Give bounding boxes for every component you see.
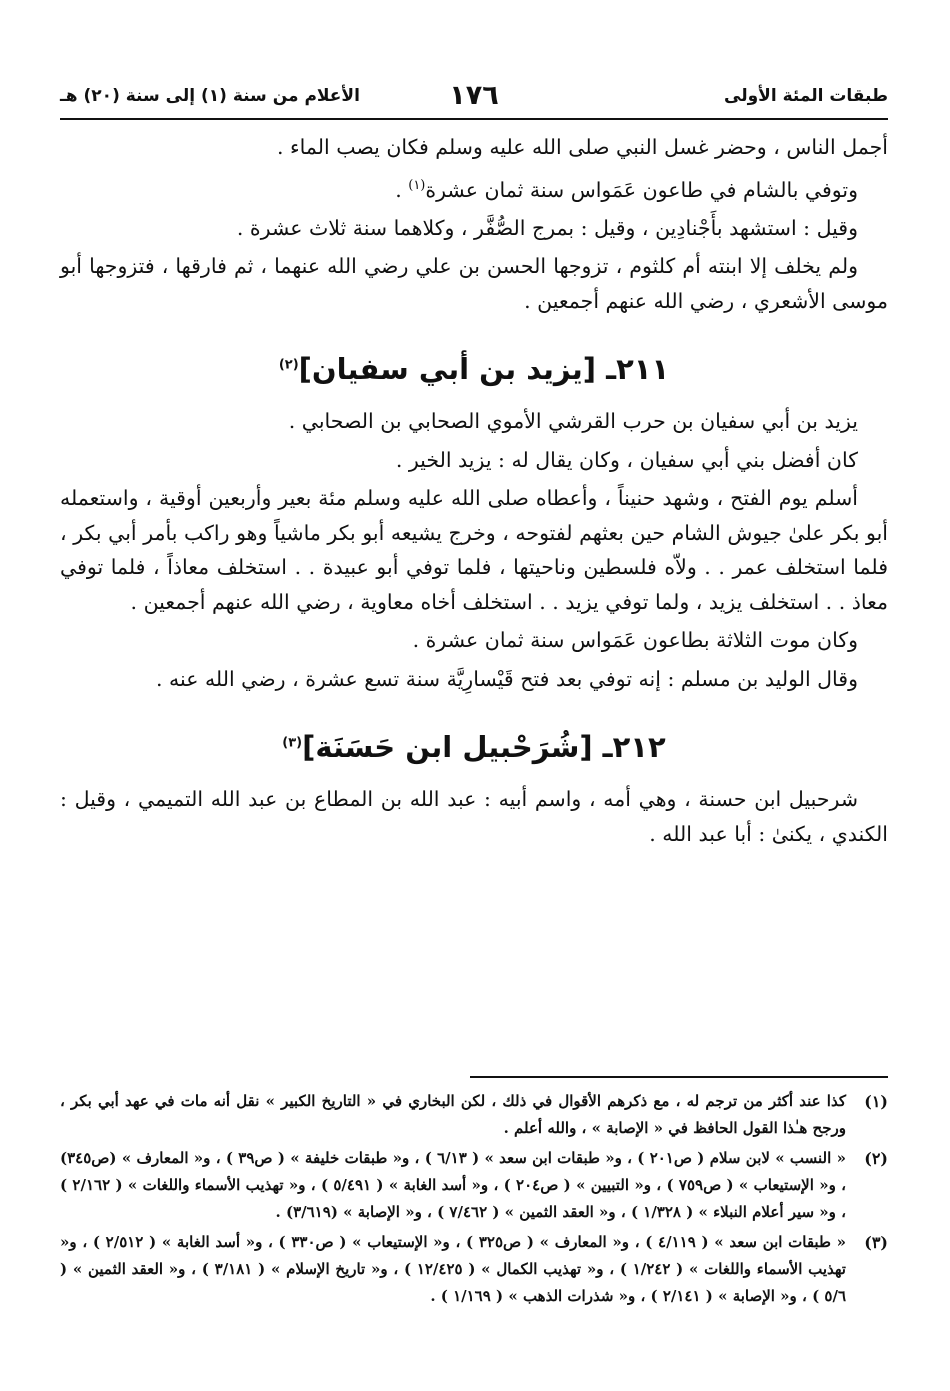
page-header (60, 80, 888, 120)
footnote-text: « النسب » لابن سلام ( ص٢٠١ ) ، و« طبقات ابن سعد » ( ٦/١٣ ) ، و« طبقات خليفة » ( ص٣٩ ) ، و« المعارف » (ص٣٤٥) ، و« الإستيعاب » ( ص٧٥٩ ) ، و« التبيين » ( ص٢٠٤ ) ، و« أسد الغابة » ( ٥/٤٩١ ) ، و« تهذيب الأسماء واللغات » ( ٢/١٦٢ ) ، و« سير أعلام النبلاء » ( ١/٣٢٨ ) ، و« العقد الثمين » ( ٧/٤٦٢ ) ، و« الإصابة » (٣/٦١٩) . (60, 1149, 846, 1221)
paragraph: كان أفضل بني أبي سفيان ، وكان يقال له : يزيد الخير . (395, 447, 858, 472)
paragraph: وقال الوليد بن مسلم : إنه توفي بعد فتح قَيْسارِيَّة سنة تسع عشرة ، رضي الله عنه . (155, 666, 858, 691)
footnote-number: (١) (864, 1092, 888, 1111)
paragraph: ولم يخلف إلا ابنته أم كلثوم ، تزوجها الحسن بن علي رضي الله عنهما ، ثم فارقها ، فتزوجها أبو موسى الأشعري ، رضي الله عنهم أجمعين . (60, 254, 888, 313)
page-number: ١٧٦ (449, 80, 499, 111)
running-title: الأعلام من سنة (١) إلى سنة (٢٠) هـ (60, 86, 360, 106)
footnotes (60, 1088, 888, 1313)
entry-heading-211 (60, 352, 888, 386)
footnote-number: (٣) (864, 1233, 888, 1252)
footnote-3 (60, 1229, 888, 1310)
paragraph: وقيل : استشهد بأَجْنادِين ، وقيل : بمرج الصُّفَّر ، وكلاهما سنة ثلاث عشرة . (236, 215, 858, 240)
footnote-text: « طبقات ابن سعد » ( ٤/١١٩ ) ، و« المعارف » ( ص٣٢٥ ) ، و« الإستيعاب » ( ص٣٣٠ ) ، و« أسد الغابة » ( ٢/٥١٢ ) ، و« تهذيب الأسماء واللغات » ( ١/٢٤٢ ) ، و« تهذيب الكمال » ( ١٢/٤٢٥ ) ، و« تاريخ الإسلام » ( ٣/١٨١ ) ، و« العقد الثمين » ( ٥/٦ ) ، و« الإصابة » ( ٢/١٤١ ) ، و« شذرات الذهب » ( ١/١٦٩ ) . (60, 1233, 846, 1305)
main-text (60, 130, 888, 855)
paragraph: وكان موت الثلاثة بطاعون عَمَواس سنة ثمان عشرة . (412, 628, 858, 653)
footnote-mark: (٢) (278, 357, 299, 373)
paragraph: شرحبيل ابن حسنة ، وهي أمه ، واسم أبيه : عبد الله بن المطاع بن عبد الله التميمي ، وقيل : الكندي ، يكنىٰ : أبا عبد الله . (60, 787, 888, 846)
footnote-number: (٢) (864, 1149, 888, 1168)
entry-heading-212 (60, 730, 888, 764)
footnote-mark: (١) (408, 177, 426, 193)
paragraph: يزيد بن أبي سفيان بن حرب القرشي الأموي الصحابي بن الصحابي . (288, 409, 858, 434)
paragraph-text: وتوفي بالشام في طاعون عَمَواس سنة ثمان عشرة (425, 177, 858, 202)
paragraph-with-note: وتوفي بالشام في طاعون عَمَواس سنة ثمان عشرة$^{(١)}$ . (395, 177, 858, 202)
paragraph: أسلم يوم الفتح ، وشهد حنيناً ، وأعطاه صلى الله عليه وسلم مئة بعير وأربعين أوقية ، واستعمله أبو بكر علىٰ جيوش الشام حين بعثهم لفتوحه ، وخرج يشيعه أبو بكر ماشياً وهو راكب بأمر أبي بكر ، فلما استخلف عمر . . ولاّه فلسطين وناحيتها ، فلما توفي أبو عبيدة . . استخلف معاذاً ، فلما توفي معاذ . . استخلف يزيد ، ولما توفي يزيد . . استخلف أخاه معاوية ، رضي الله عنهم أجمعين . (60, 486, 888, 614)
footnote-2 (60, 1145, 888, 1226)
heading-text: ٢١١ـ [يزيد بن أبي سفيان] (298, 352, 670, 387)
footnote-1 (60, 1088, 888, 1142)
footnote-separator (470, 1076, 888, 1078)
book-title: طبقات المئة الأولى (724, 86, 888, 106)
footnote-mark: (٣) (282, 735, 303, 751)
heading-text: ٢١٢ـ [شُرَحْبيل ابن حَسَنَة] (302, 730, 666, 765)
paragraph: أجمل الناس ، وحضر غسل النبي صلى الله عليه وسلم فكان يصب الماء . (277, 135, 888, 159)
footnote-text: كذا عند أكثر من ترجم له ، مع ذكرهم الأقوال في ذلك ، لكن البخاري في « التاريخ الكبير » نقل أنه مات في عهد أبي بكر ، ورجح هـٰذا القول الحافظ في « الإصابة » ، والله أعلم . (60, 1092, 846, 1137)
